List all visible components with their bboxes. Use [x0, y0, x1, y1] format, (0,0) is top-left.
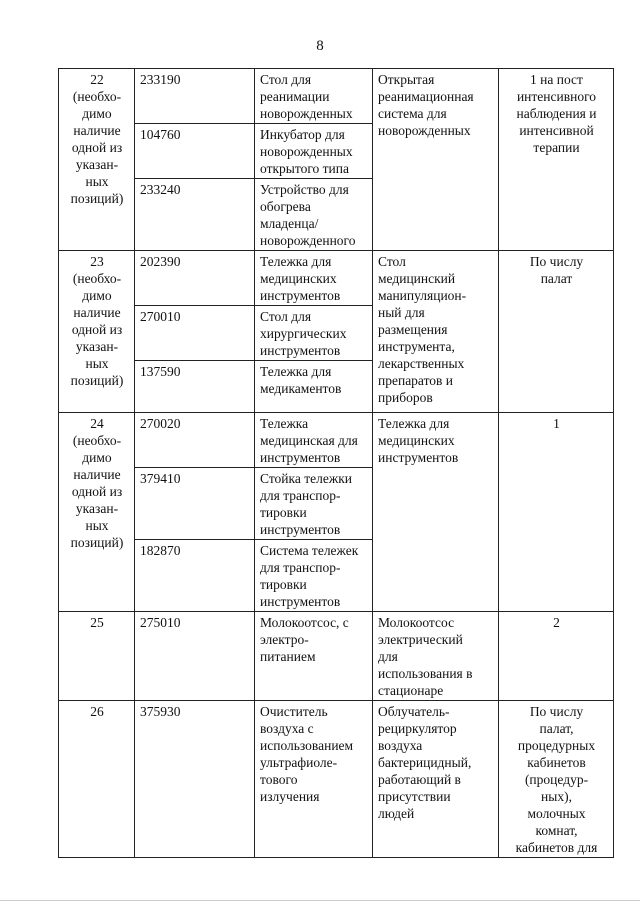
item-code-cell: 202390 [135, 251, 255, 306]
ktru-name-cell: Тележка для медицинских инструментов [373, 413, 499, 612]
quantity-cell: 1 [499, 413, 614, 612]
row-number-cell: 26 [59, 701, 135, 858]
item-code-cell: 233190 [135, 69, 255, 124]
ktru-name-cell: Облучатель- рециркулятор воздуха бактерицидный, работающий в присутствии людей [373, 701, 499, 858]
quantity-cell: 2 [499, 612, 614, 701]
item-name-cell: Молокоотсос, с электро- питанием [255, 612, 373, 701]
item-code-cell: 379410 [135, 468, 255, 540]
item-code-cell: 137590 [135, 361, 255, 413]
table-row [59, 701, 614, 858]
item-name-cell: Тележка медицинская для инструментов [255, 413, 373, 468]
item-code-cell: 270020 [135, 413, 255, 468]
item-name-cell: Очиститель воздуха с использованием ультрафиоле- тового излучения [255, 701, 373, 858]
quantity-cell: По числу палат [499, 251, 614, 413]
quantity-cell: 1 на пост интенсивного наблюдения и интенсивной терапии [499, 69, 614, 251]
table-row [59, 251, 614, 306]
table-row [59, 69, 614, 124]
item-name-cell: Инкубатор для новорожденных открытого типа [255, 124, 373, 179]
item-name-cell: Тележка для медицинских инструментов [255, 251, 373, 306]
table-row [59, 612, 614, 701]
ktru-name-cell: Стол медицинский манипуляцион- ный для размещения инструмента, лекарственных препаратов и приборов [373, 251, 499, 413]
item-code-cell: 375930 [135, 701, 255, 858]
item-code-cell: 270010 [135, 306, 255, 361]
item-code-cell: 233240 [135, 179, 255, 251]
page-bottom-rule [0, 900, 640, 901]
row-number-cell: 25 [59, 612, 135, 701]
equipment-table [58, 68, 614, 858]
item-name-cell: Система тележек для транспор- тировки инструментов [255, 540, 373, 612]
item-name-cell: Стол для реанимации новорожденных [255, 69, 373, 124]
item-name-cell: Тележка для медикаментов [255, 361, 373, 413]
table-row [59, 413, 614, 468]
item-code-cell: 104760 [135, 124, 255, 179]
row-number-cell: 22 (необхо- димо наличие одной из указан- ных позиций) [59, 69, 135, 251]
item-name-cell: Стол для хирургических инструментов [255, 306, 373, 361]
item-code-cell: 182870 [135, 540, 255, 612]
item-name-cell: Устройство для обогрева младенца/ новорожденного [255, 179, 373, 251]
row-number-cell: 24 (необхо- димо наличие одной из указан- ных позиций) [59, 413, 135, 612]
ktru-name-cell: Молокоотсос электрический для использования в стационаре [373, 612, 499, 701]
item-code-cell: 275010 [135, 612, 255, 701]
quantity-cell: По числу палат, процедурных кабинетов (процедур- ных), молочных комнат, кабинетов для [499, 701, 614, 858]
equipment-table-body [59, 69, 614, 858]
item-name-cell: Стойка тележки для транспор- тировки инструментов [255, 468, 373, 540]
page-number: 8 [316, 38, 324, 54]
ktru-name-cell: Открытая реанимационная система для новорожденных [373, 69, 499, 251]
row-number-cell: 23 (необхо- димо наличие одной из указан- ных позиций) [59, 251, 135, 413]
